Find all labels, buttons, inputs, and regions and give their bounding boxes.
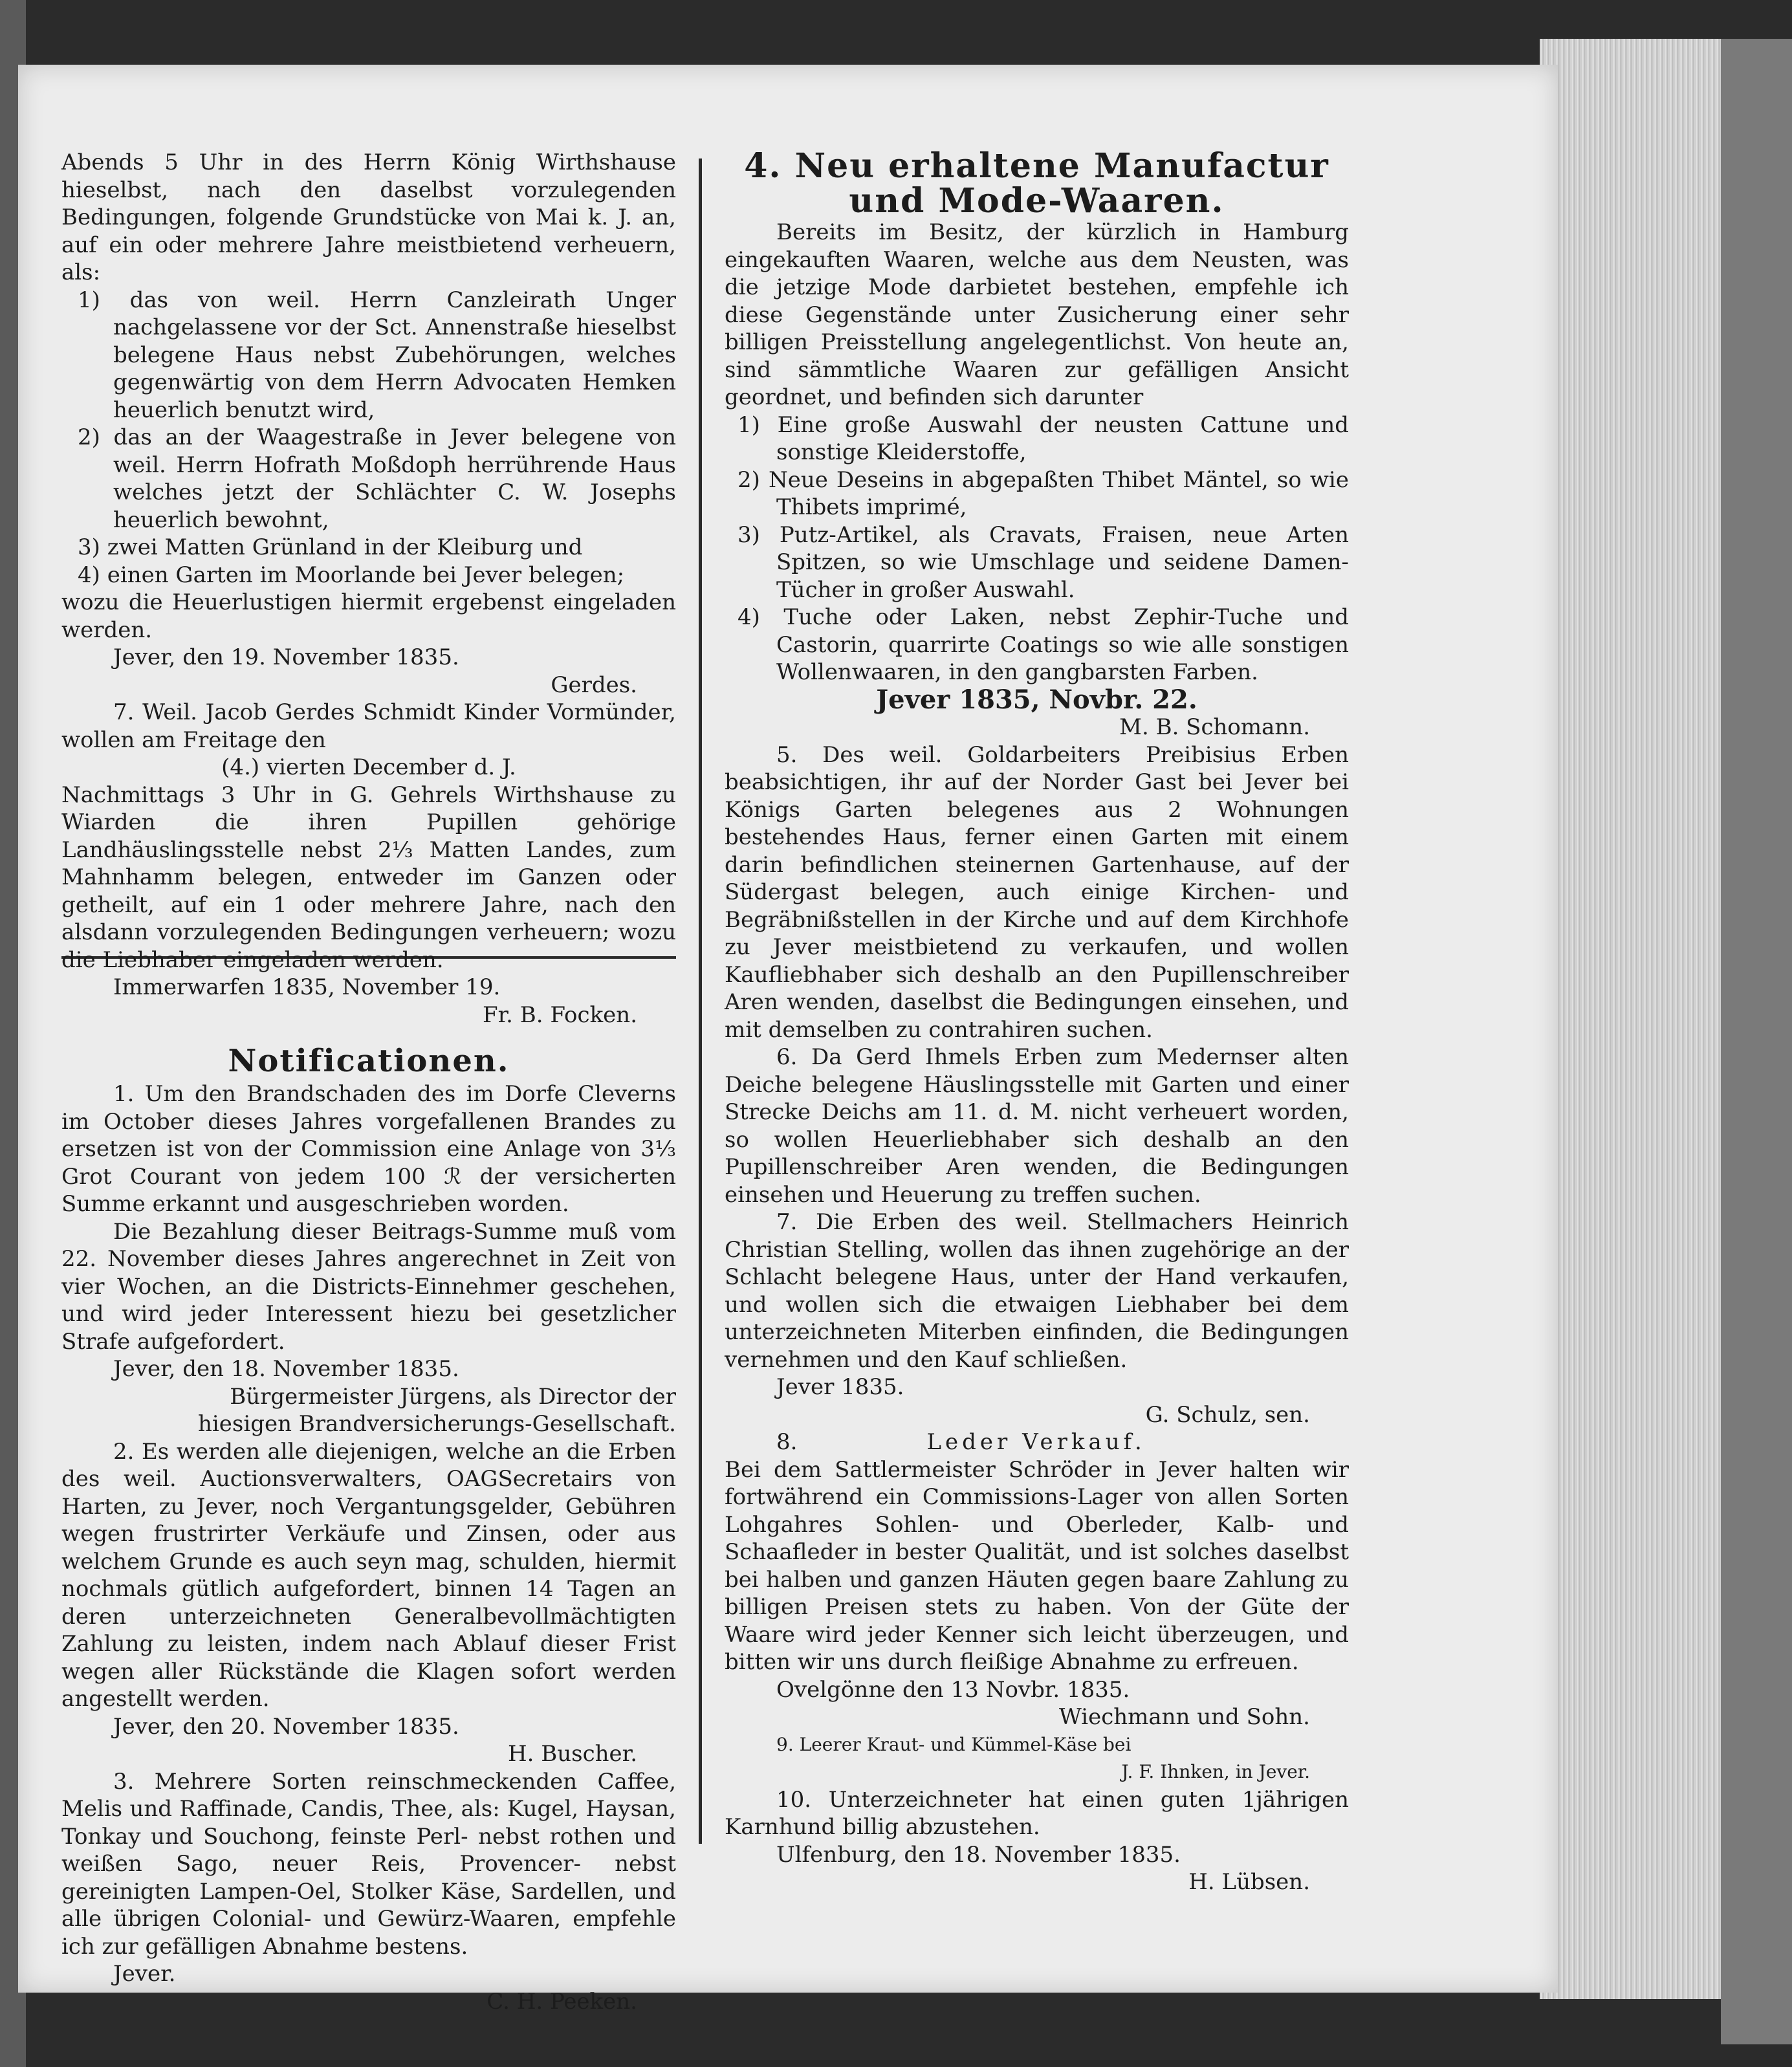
- notice-text: Nachmittags 3 Uhr in G. Gehrels Wirthshause zu Wiarden die ihren Pupillen gehörige Landhäuslingsstelle nebst 2⅓ Matten Landes, zum Mahnhamm belegen, entweder im Ganzen oder getheilt, auf ein 1 oder mehrere Jahre, nach den alsdann vorzulegenden Bedingungen verheuern; wozu die Liebhaber eingeladen werden.: [61, 782, 676, 973]
- notice-text: 10. Unterzeichneter hat einen guten 1jährigen Karnhund billig abzustehen.: [725, 1786, 1349, 1840]
- left-column: [61, 149, 676, 2015]
- notice-text: 2. Es werden alle diejenigen, welche an die Erben des weil. Auctionsverwalters, OAGSecretairs von Harten, zu Jever, noch Vergantungsgelder, Gebühren wegen frustrirter Verkäufe und Zinsen, oder aus welchem Grunde es auch seyn mag, schulden, hiermit nochmals gütlich aufgefordert, binnen 14 Tagen an deren unterzeichneten Generalbevollmächtigten Zahlung zu leisten, indem nach Ablauf dieser Frist wegen aller Rückstände die Klagen sofort werden angestellt werden.: [61, 1438, 676, 1712]
- list-item: 4) einen Garten im Moorlande bei Jever belegen;: [78, 562, 625, 588]
- notice-text: 3. Mehrere Sorten reinschmeckenden Caffee, Melis und Raffinade, Candis, Thee, als: Kugel, Haysan, Tonkay und Souchong, feinste Perl- nebst rothen und weißen Sago, neuer Reis, Provencer- nebst gereinigten Lampen-Oel, Stolker Käse, Sardellen, und alle übrigen Colonial- und Gewürz-Waaren, empfehle ich zur gefälligen Abnahme bestens.: [61, 1768, 676, 1960]
- notice-date: Ulfenburg, den 18. November 1835.: [776, 1841, 1181, 1868]
- notice-date: Immerwarfen 1835, November 19.: [113, 974, 501, 1000]
- notice-text: Abends 5 Uhr in des Herrn König Wirthshause hieselbst, nach den daselbst vorzulegenden Bedingungen, folgende Grundstücke von Mai k. J. an, auf ein oder mehrere Jahre meistbietend verheuern, als:: [61, 149, 676, 285]
- notice-text: 7. Die Erben des weil. Stellmachers Heinrich Christian Stelling, wollen das ihnen zugehörige an der Schlacht belegene Haus, unter der Hand verkaufen, und wollen sich die etwaigen Liebhaber bei dem unterzeichneten Miterben einfinden, die Bedingungen vernehmen und den Kauf schließen.: [725, 1209, 1349, 1373]
- notice-signature: Wiechmann und Sohn.: [1058, 1704, 1310, 1730]
- notice-date: Jever, den 19. November 1835.: [113, 644, 459, 670]
- advert-heading: 4. Neu erhaltene Manufactur und Mode-Waaren.: [744, 146, 1329, 221]
- section-heading: Notificationen.: [228, 1043, 510, 1079]
- notice-text: 1. Um den Brandschaden des im Dorfe Cleverns im October dieses Jahres vorgefallenen Brandes zu ersetzen ist von der Commission eine Anlage von 3⅓ Grot Courant von jedem 100 ℛ der versicherten Summe erkannt und ausgeschrieben worden.: [61, 1081, 676, 1217]
- notice-signature: J. F. Ihnken, in Jever.: [1121, 1761, 1310, 1782]
- notice-signature: H. Buscher.: [508, 1741, 637, 1767]
- notice-text: 9. Leerer Kraut- und Kümmel-Käse bei: [776, 1733, 1131, 1755]
- notice-date: Jever, den 18. November 1835.: [113, 1356, 459, 1382]
- list-item: 1) das von weil. Herrn Canzleirath Unger nachgelassene vor der Sct. Annenstraße hieselbst belegene Haus nebst Zubehörungen, welches gegenwärtig von dem Herrn Advocaten Hemken heuerlich benutzt wird,: [78, 287, 676, 423]
- notice-text: 6. Da Gerd Ihmels Erben zum Medernser alten Deiche belegene Häuslingsstelle mit Garten und einer Strecke Deichs am 11. d. M. nicht verheuert worden, so wollen Heuerliebhaber sich deshalb an den Pupillenschreiber Aren wenden, die Bedingungen einsehen und Heuerung zu treffen suchen.: [725, 1044, 1349, 1208]
- notice-signature: Fr. B. Focken.: [483, 1001, 637, 1028]
- notice-date: Jever, den 20. November 1835.: [113, 1713, 459, 1740]
- list-item: 2) Neue Deseins in abgepaßten Thibet Mäntel, so wie Thibets imprimé,: [738, 466, 1349, 520]
- notice-date: Jever 1835, Novbr. 22.: [876, 684, 1197, 715]
- notice-text: Bei dem Sattlermeister Schröder in Jever halten wir fortwährend ein Commissions-Lager von allen Sorten Lohgahres Sohlen- und Oberleder, Kalb- und Schaafleder in bester Qualität, und ist solches daselbst bei halben und ganzen Häuten gegen baare Zahlung zu billigen Preisen stets zu haben. Von der Güte der Waare wird jeder Kenner sich leicht überzeugen, und bitten wir uns durch fleißige Abnahme zu erfreuen.: [725, 1456, 1349, 1675]
- list-item: 3) Putz-Artikel, als Cravats, Fraisen, neue Arten Spitzen, so wie Umschlage und seidene Damen-Tücher in großer Auswahl.: [738, 521, 1349, 603]
- list-item: 4) Tuche oder Laken, nebst Zephir-Tuche und Castorin, quarrirte Coatings so wie alle sonstigen Wollenwaaren, in den gangbarsten Farben.: [738, 604, 1349, 685]
- book-cover-edge: [1721, 39, 1792, 2044]
- list-item: 2) das an der Waagestraße in Jever belegene von weil. Herrn Hofrath Moßdoph herrührende Haus welches jetzt der Schlächter C. W. Josephs heuerlich bewohnt,: [78, 424, 676, 533]
- notice-number: [725, 1428, 1349, 1456]
- list-item: 3) zwei Matten Grünland in der Kleiburg und: [78, 534, 583, 560]
- notice-text: Bereits im Besitz, der kürzlich in Hamburg eingekauften Waaren, welche aus dem Neusten, was die jetzige Mode darbietet bestehen, empfehle ich diese Gegenstände unter Zusicherung einer sehr billigen Preisstellung angelegentlichst. Von heute an, sind sämmtliche Waaren zur gefälligen Ansicht geordnet, und befinden sich darunter: [725, 219, 1349, 410]
- notice-signature: H. Lübsen.: [1188, 1869, 1310, 1895]
- notice-signature: Bürgermeister Jürgens, als Director der hiesigen Brandversicherungs-Gesellschaft.: [197, 1383, 676, 1437]
- notice-date: Ovelgönne den 13 Novbr. 1835.: [776, 1676, 1130, 1703]
- list-item: 1) Eine große Auswahl der neusten Cattune und sonstige Kleiderstoffe,: [738, 411, 1349, 465]
- notice-place: Jever.: [113, 1961, 176, 1987]
- notice-text: Die Bezahlung dieser Beitrags-Summe muß vom 22. November dieses Jahres angerechnet in Zeit von vier Wochen, an die Districts-Einnehmer geschehen, und wird jeder Interessent hiezu bei gesetzlicher Strafe aufgefordert.: [61, 1218, 676, 1355]
- right-column: [725, 146, 1349, 1896]
- notice-number-label: 8.: [776, 1429, 798, 1455]
- notice-text: wozu die Heuerlustigen hiermit ergebenst eingeladen werden.: [61, 589, 676, 643]
- notice-text: 7. Weil. Jacob Gerdes Schmidt Kinder Vormünder, wollen am Freitage den: [61, 699, 676, 753]
- notice-date-line: (4.) vierten December d. J.: [221, 754, 516, 780]
- notice-title: Leder Verkauf.: [926, 1429, 1146, 1455]
- page-edges: [1540, 39, 1734, 1999]
- notice-text: 5. Des weil. Goldarbeiters Preibisius Erben beabsichtigen, ihr auf der Norder Gast bei Jever bei Königs Garten belegenes aus 2 Wohnungen bestehendes Haus, ferner einen Garten mit einem darin befindlichen steinernen Gartenhause, auf der Südergast belegen, auch einige Kirchen- und Begräbnißstellen in der Kirche und auf dem Kirchhofe zu Jever meistbietend zu verkaufen, und wollen Kaufliebhaber sich deshalb an den Pupillenschreiber Aren wenden, daselbst die Bedingungen einsehen, und mit demselben zu contrahiren suchen.: [725, 741, 1349, 1043]
- notice-signature: Gerdes.: [551, 672, 637, 698]
- notice-signature: G. Schulz, sen.: [1145, 1401, 1310, 1428]
- notice-signature: C. H. Peeken.: [486, 1988, 637, 2015]
- column-divider: [699, 159, 702, 1844]
- notice-date: Jever 1835.: [776, 1374, 904, 1400]
- notice-signature: M. B. Schomann.: [1119, 714, 1310, 740]
